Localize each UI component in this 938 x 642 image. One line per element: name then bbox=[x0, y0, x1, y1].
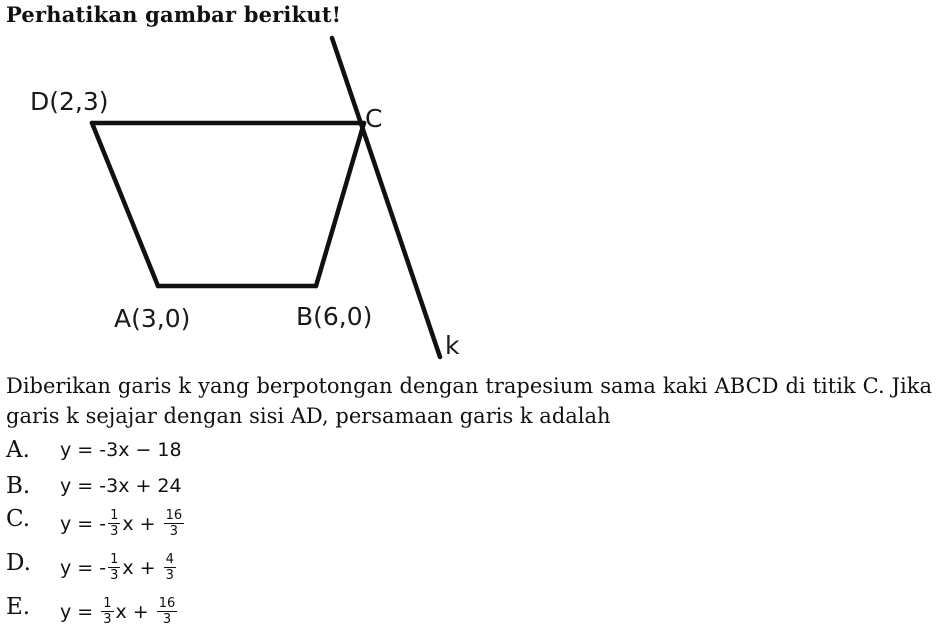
numerator: 1 bbox=[110, 508, 119, 523]
option-equation bbox=[60, 552, 178, 583]
label-d: D(2,3) bbox=[30, 87, 109, 116]
option-letter: E. bbox=[6, 594, 31, 620]
equation-text: y = -3x + 24 bbox=[60, 475, 182, 497]
fraction bbox=[108, 552, 120, 583]
instruction-title: Perhatikan gambar berikut! bbox=[6, 2, 342, 27]
equation-lhs: y = bbox=[60, 600, 94, 623]
option-equation bbox=[60, 596, 179, 627]
option-letter: A. bbox=[6, 437, 30, 463]
equation-lhs: y = - bbox=[60, 512, 107, 535]
equation-lhs: y = - bbox=[60, 556, 107, 579]
denominator: 3 bbox=[169, 524, 179, 539]
equation-mid: x + bbox=[122, 556, 156, 579]
denominator: 3 bbox=[110, 524, 119, 539]
side-da bbox=[92, 123, 158, 286]
label-k: k bbox=[445, 331, 460, 360]
fraction bbox=[101, 596, 113, 627]
numerator: 16 bbox=[158, 596, 176, 611]
option-letter: D. bbox=[6, 550, 31, 576]
option-equation bbox=[60, 508, 186, 539]
denominator: 3 bbox=[110, 568, 119, 583]
numerator: 4 bbox=[165, 552, 174, 567]
numerator: 1 bbox=[103, 596, 112, 611]
question-text: Diberikan garis k yang berpotongan dengan trapesium sama kaki ABCD di titik C. Jika garis k sejajar dengan sisi AD, persamaan garis k adalah bbox=[6, 374, 932, 428]
label-c: C bbox=[365, 104, 383, 133]
denominator: 3 bbox=[162, 612, 172, 627]
option-letter: B. bbox=[6, 473, 31, 499]
equation-mid: x + bbox=[115, 600, 149, 623]
side-bc bbox=[316, 123, 364, 286]
label-a: A(3,0) bbox=[114, 304, 191, 333]
option-letter: C. bbox=[6, 506, 31, 532]
option-equation bbox=[60, 439, 182, 461]
numerator: 1 bbox=[110, 552, 119, 567]
fraction bbox=[164, 552, 176, 583]
numerator: 16 bbox=[165, 508, 183, 523]
denominator: 3 bbox=[103, 612, 112, 627]
label-b: B(6,0) bbox=[296, 302, 373, 331]
trapezoid-abcd bbox=[92, 123, 364, 286]
fraction bbox=[164, 508, 185, 539]
option-equation bbox=[60, 475, 182, 497]
denominator: 3 bbox=[165, 568, 174, 583]
fraction bbox=[108, 508, 120, 539]
equation-mid: x + bbox=[122, 512, 156, 535]
fraction bbox=[157, 596, 178, 627]
equation-text: y = -3x − 18 bbox=[60, 439, 182, 461]
